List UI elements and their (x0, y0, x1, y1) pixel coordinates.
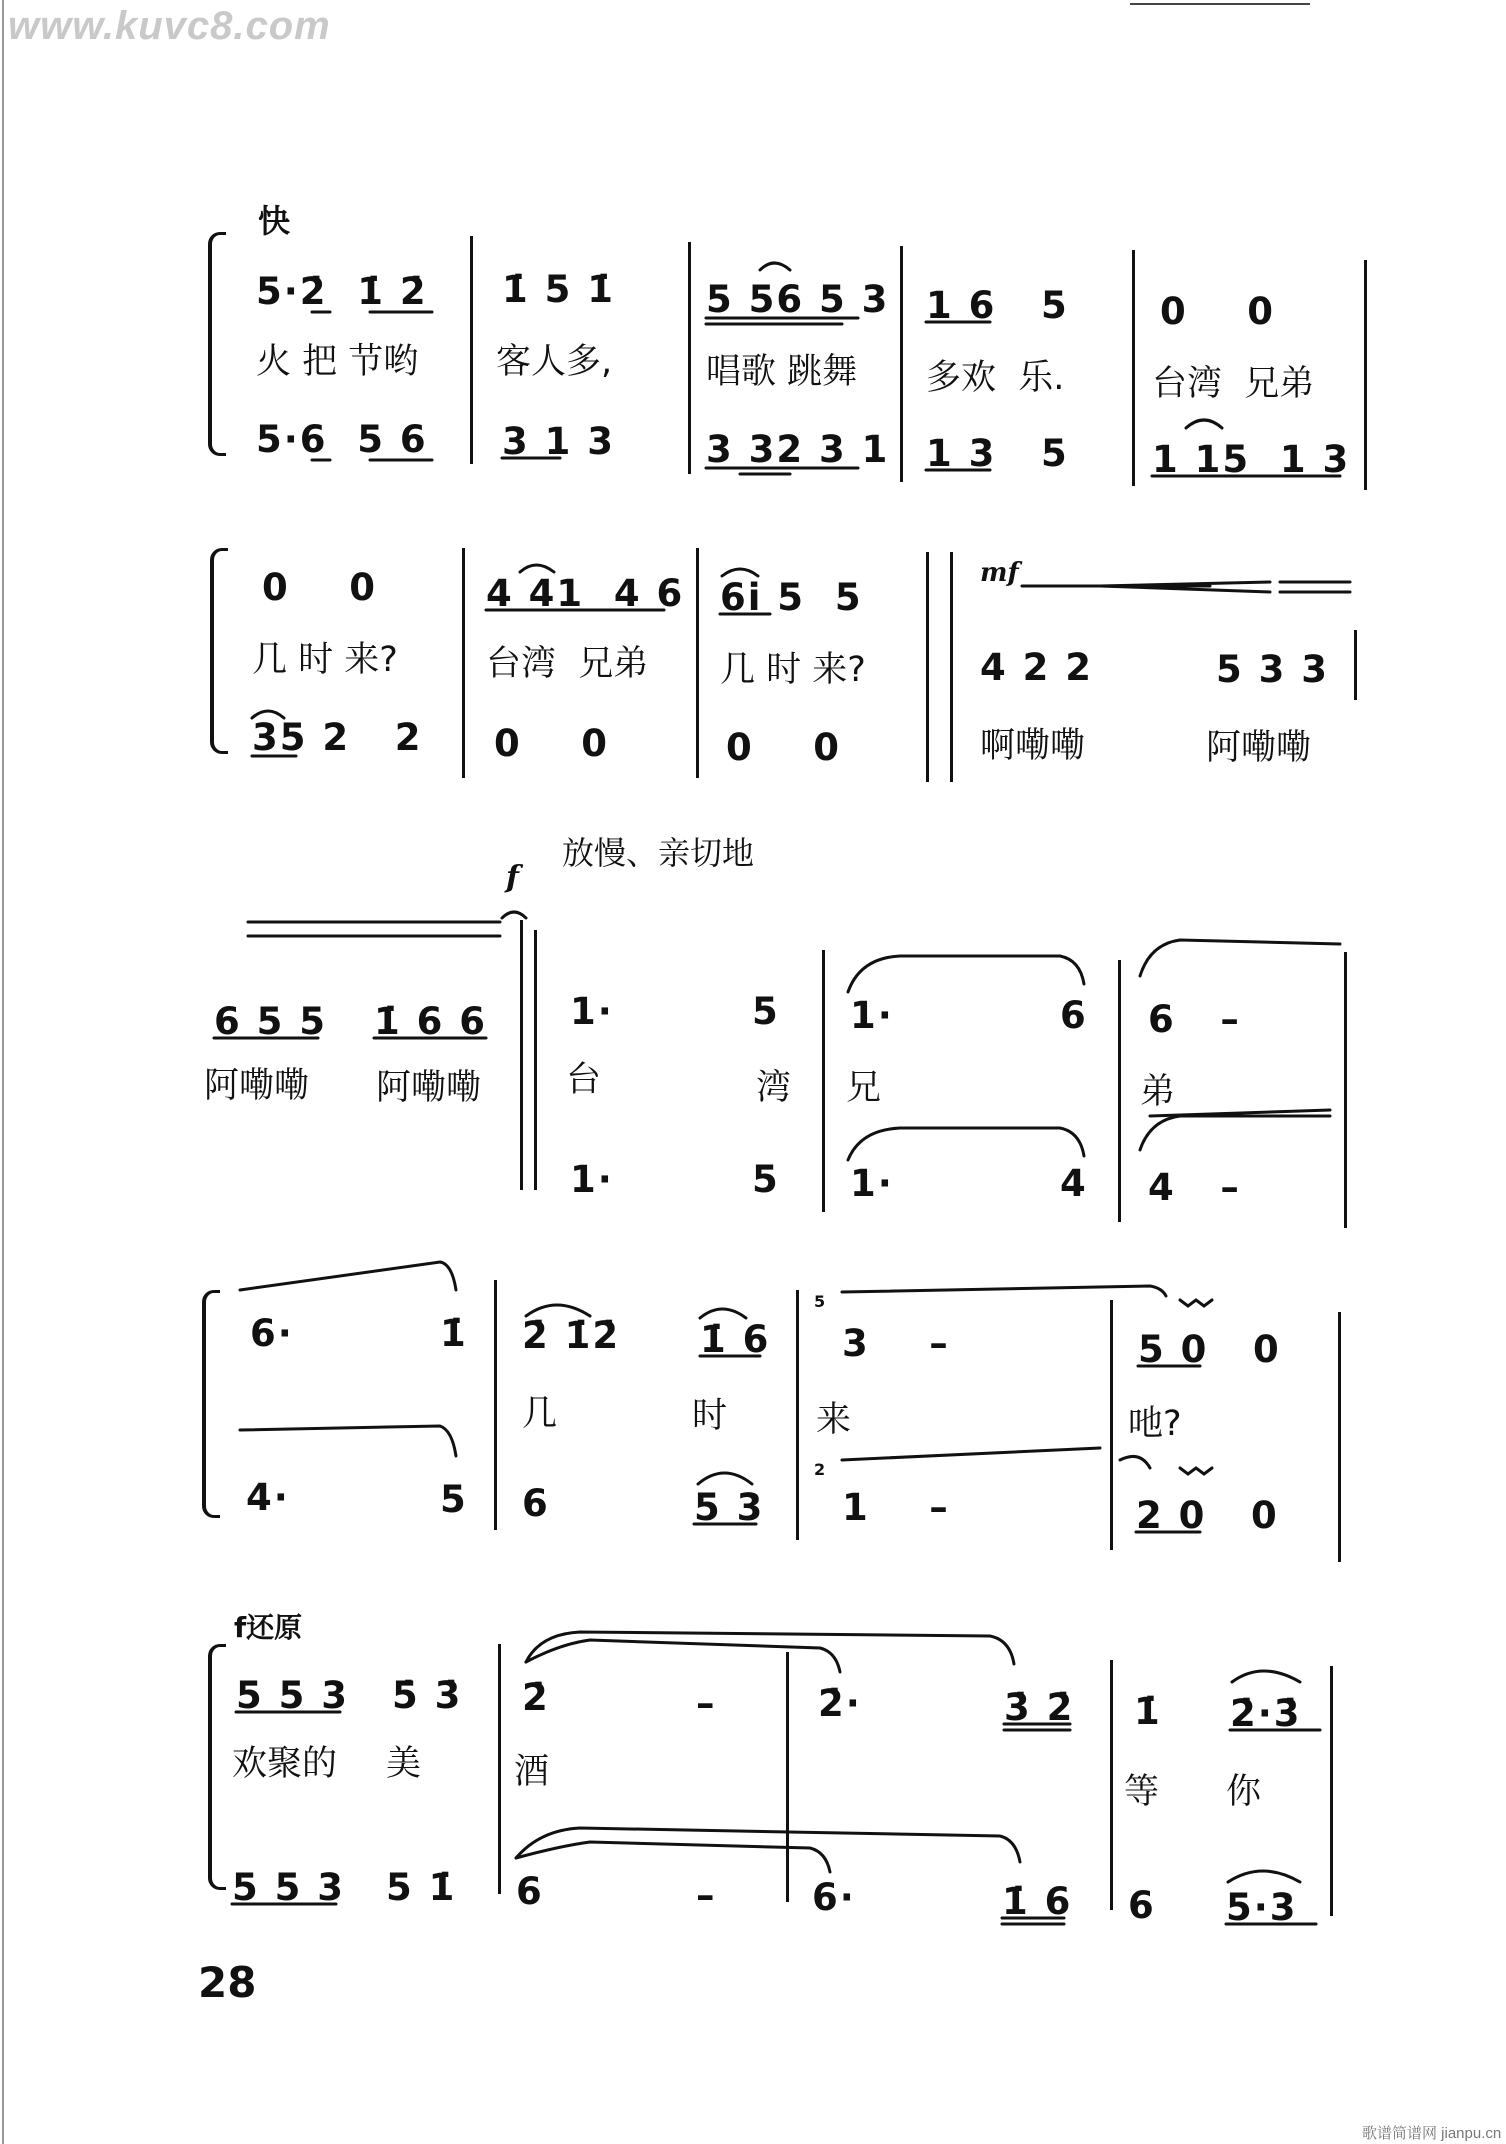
tempo-mark-5: f还原 (234, 1611, 303, 1644)
s2-lyric-m1: 几 时 来? (252, 640, 398, 680)
s5-lower-5: 6· (812, 1876, 856, 1919)
s4-lyric-3: 来 (816, 1400, 852, 1440)
s5-lower-8: 5·3 (1226, 1886, 1298, 1929)
s3-pre-lyric-2: 阿嘞嘞 (376, 1068, 482, 1108)
s2-lower-m1: 35 2 2 (252, 716, 423, 759)
s4-lower-m3: 1 – (842, 1486, 950, 1529)
s4-lower-m2b: 5 3 (694, 1486, 765, 1529)
s5-upper-7: 1̇ (1134, 1690, 1162, 1733)
s2-upper-m3: 6i 5 5 (720, 576, 863, 619)
s3-pre-lyric-1: 阿嘞嘞 (204, 1066, 310, 1106)
s1-lyric-m2: 客人多, (496, 342, 613, 382)
s5-lower-7: 6 (1128, 1884, 1156, 1927)
s5-upper-2: 5̇ 3̇ (392, 1674, 463, 1717)
s3-upper-m1a: 1· (570, 990, 614, 1033)
s4-lower-m1a: 4· (246, 1476, 290, 1519)
s3-upper-m2a: 1· (850, 994, 894, 1037)
s1-upper-m2: 1̇ 5 1̇ (502, 268, 615, 311)
s5-upper-6: 3̇ 2̇ (1004, 1686, 1075, 1729)
s5-lower-4: – (696, 1874, 717, 1917)
s5-lower-2: 5 1̇ (386, 1866, 457, 1909)
s4-lower-m2a: 6 (522, 1482, 550, 1525)
s3-pre-notes-2: 1̇ 6 6 (374, 1000, 487, 1043)
s2-upper-m2: 4 41 4 6 (486, 572, 685, 615)
s4-grace-lower: 2 (814, 1460, 826, 1479)
s2-solo-dynamic: mf (980, 558, 1019, 588)
s1-lower-m1: 5·6 5 6 (256, 418, 428, 461)
s4-lyric-2: 时 (692, 1396, 728, 1436)
s3-lower-m2b: 4 (1060, 1162, 1088, 1205)
s3-lyric-3: 兄 (846, 1068, 882, 1108)
s2-upper-m1: 0 0 (262, 566, 378, 609)
s4-upper-m1a: 6· (250, 1312, 294, 1355)
s4-upper-m2a: 2̇ 1̇2̇ (522, 1314, 621, 1357)
s4-upper-m3: 3 – (842, 1322, 950, 1365)
s3-lyric-2: 湾 (756, 1068, 792, 1108)
s4-lyric-1: 几 (522, 1394, 558, 1434)
s1-lyric-m1: 火 把 节哟 (256, 342, 419, 382)
s4-lyric-4: 吔? (1128, 1404, 1182, 1444)
s1-upper-m3: 5 56 5 3 (706, 278, 890, 321)
s1-lower-m5: 1 15 1 3 (1152, 438, 1351, 481)
page-number: 28 (198, 1958, 257, 2007)
s2-solo-lyric-1: 啊嘞嘞 (980, 726, 1086, 766)
s3-lower-m1b: 5 (752, 1158, 780, 1201)
s1-lower-m4: 1 3 5 (926, 432, 1069, 475)
s2-lyric-m3: 几 时 来? (720, 650, 866, 690)
s3-lower-m2a: 1· (850, 1162, 894, 1205)
s1-lower-m3: 3 32 3 1 (706, 428, 890, 471)
s5-lyric-3: 酒 (514, 1752, 550, 1792)
s1-upper-m4: 1 6 5 (926, 284, 1069, 327)
watermark-top: www.kuvc8.com (8, 4, 331, 48)
s2-lyric-m2: 台湾 兄弟 (486, 644, 649, 684)
s5-upper-8: 2̇·3̇ (1230, 1692, 1302, 1735)
s3-lyric-4: 弟 (1140, 1072, 1176, 1112)
s1-lyric-m5: 台湾 兄弟 (1152, 364, 1315, 404)
tempo-mark-1: 快 (258, 202, 291, 240)
s5-lyric-5: 你 (1226, 1772, 1262, 1812)
s4-upper-m2b: 1̇ 6 (700, 1318, 771, 1361)
s5-lower-3: 6 (516, 1870, 544, 1913)
s3-dynamic: f (506, 860, 519, 895)
s5-upper-3: 2̇ (522, 1676, 550, 1719)
s1-upper-m5: 0 0 (1160, 290, 1276, 333)
s5-upper-5: 2̇· (818, 1682, 862, 1725)
s3-lyric-1: 台 (566, 1060, 602, 1100)
s2-solo-lyric-2: 阿嘞嘞 (1206, 728, 1312, 768)
s2-solo-notes-2: 5 3 3 (1216, 648, 1329, 691)
s3-lower-m3: 4 – (1148, 1166, 1241, 1209)
s1-lower-m2: 3 1 3 (502, 420, 615, 463)
s5-lower-6: 1̇ 6 (1002, 1880, 1073, 1923)
s1-lyric-m4: 多欢 乐. (926, 358, 1065, 398)
s5-lower-1: 5 5 3 (232, 1866, 345, 1909)
s5-upper-4: – (696, 1682, 717, 1725)
s1-lyric-m3: 唱歌 跳舞 (706, 352, 858, 392)
watermark-bottom: 歌谱简谱网 jianpu.cn (1362, 2125, 1502, 2142)
s3-pre-notes-1: 6 5 5 (214, 1000, 327, 1043)
s3-upper-m1b: 5 (752, 990, 780, 1033)
s3-upper-m2b: 6 (1060, 994, 1088, 1037)
tempo-mark-3: 放慢、亲切地 (562, 834, 755, 872)
s4-lower-m4: 2 0 0 (1136, 1494, 1279, 1537)
s5-lyric-1: 欢聚的 (232, 1744, 338, 1784)
s3-lower-m1a: 1· (570, 1158, 614, 1201)
s5-lyric-4: 等 (1124, 1772, 1160, 1812)
s4-upper-m1b: 1̇ (440, 1312, 468, 1355)
s2-solo-notes-1: 4 2 2 (980, 646, 1093, 689)
s4-upper-m4: 5 0 0 (1138, 1328, 1281, 1371)
s2-lower-m3: 0 0 (726, 726, 842, 769)
s2-lower-m2: 0 0 (494, 722, 610, 765)
s4-grace-upper: 5 (814, 1292, 826, 1311)
s5-upper-1: 5 5 3 (236, 1674, 349, 1717)
s1-upper-m1: 5·2̇ 1̇ 2̇ (256, 270, 428, 313)
s3-upper-m3: 6 – (1148, 998, 1241, 1041)
s4-lower-m1b: 5 (440, 1478, 468, 1521)
s5-lyric-2: 美 (386, 1744, 422, 1784)
